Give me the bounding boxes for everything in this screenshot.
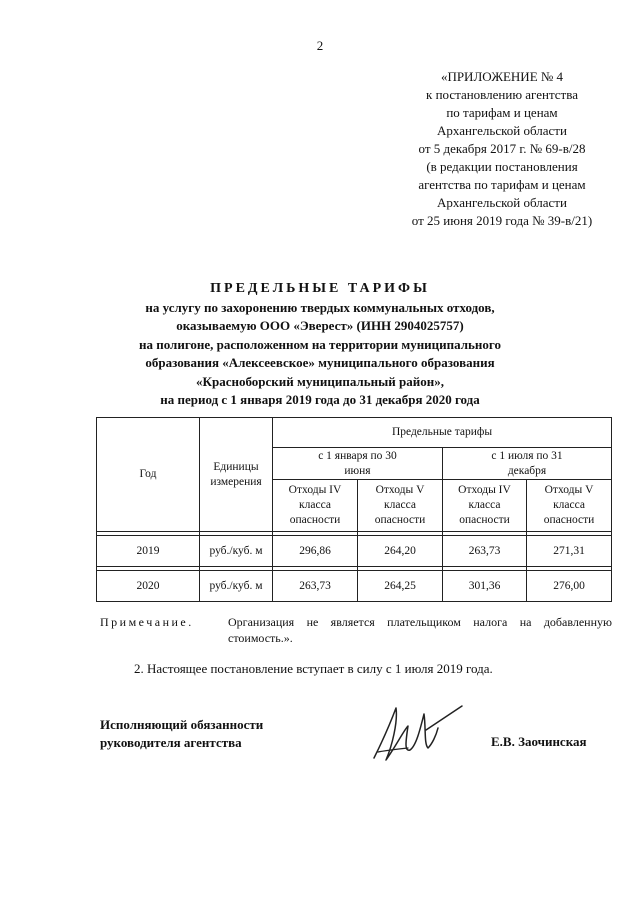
- note-text: Организация не является плательщиком налога на добавленную стоимость.».: [228, 615, 612, 645]
- header-period-2: с 1 июля по 31 декабря: [443, 448, 612, 480]
- note-label: Примечание.: [100, 615, 194, 629]
- tariff-table: [96, 417, 612, 602]
- appendix-line: Архангельской области: [437, 195, 567, 210]
- header-unit: Единицы измерения: [200, 418, 273, 532]
- effective-date-paragraph: 2. Настоящее постановление вступает в силу с 1 июля 2019 года.: [134, 661, 493, 676]
- cell-value: 276,00: [527, 571, 612, 602]
- cell-value: 263,73: [273, 571, 358, 602]
- header-sub-3: Отходы IV класса опасности: [443, 480, 527, 532]
- cell-value: 264,25: [358, 571, 443, 602]
- title-line: «Красноборский муниципальный район»,: [196, 373, 444, 389]
- appendix-line: от 25 июня 2019 года № 39-в/21): [411, 213, 593, 228]
- cell-year: 2019: [97, 536, 200, 567]
- cell-unit: руб./куб. м: [200, 536, 273, 567]
- cell-value: 264,20: [358, 536, 443, 567]
- header-year: Год: [97, 418, 200, 532]
- table-row: [97, 571, 612, 602]
- cell-value: 296,86: [273, 536, 358, 567]
- title-line: образования «Алексеевское» муниципального образования: [145, 355, 495, 370]
- header-tariffs: Предельные тарифы: [273, 418, 612, 448]
- signatory-title-line: руководителя агентства: [100, 735, 242, 750]
- title-main: ПРЕДЕЛЬНЫЕ ТАРИФЫ: [210, 281, 430, 296]
- appendix-line: Архангельской области: [437, 123, 567, 138]
- appendix-line: агентства по тарифам и ценам: [418, 177, 586, 192]
- header-period-1: с 1 января по 30 июня: [273, 448, 443, 480]
- header-sub-4: Отходы V класса опасности: [527, 480, 612, 532]
- appendix-line: (в редакции постановления: [426, 159, 578, 174]
- appendix-header: [368, 68, 636, 230]
- title-line: на услугу по захоронению твердых коммунальных отходов,: [145, 299, 495, 315]
- header-sub-1: Отходы IV класса опасности: [273, 480, 358, 532]
- table-row: [97, 536, 612, 567]
- title-line: оказываемую ООО «Эверест» (ИНН 2904025757): [176, 318, 464, 333]
- cell-year: 2020: [97, 571, 200, 602]
- title-line: на период с 1 января 2019 года до 31 декабря 2020 года: [160, 392, 480, 407]
- appendix-line: к постановлению агентства: [426, 87, 578, 102]
- signatory-title: [100, 716, 263, 752]
- signatory-title-line: Исполняющий обязанности: [100, 717, 264, 732]
- page-number: 2: [316, 38, 324, 53]
- title-line: на полигоне, расположенном на территории муниципального: [138, 336, 501, 352]
- appendix-line: от 5 декабря 2017 г. № 69-в/28: [418, 141, 586, 156]
- cell-value: 301,36: [443, 571, 527, 602]
- document-title: [0, 280, 640, 410]
- appendix-line: «ПРИЛОЖЕНИЕ № 4: [440, 69, 564, 84]
- header-sub-2: Отходы V класса опасности: [358, 480, 443, 532]
- appendix-line: по тарифам и ценам: [446, 105, 558, 120]
- cell-value: 271,31: [527, 536, 612, 567]
- cell-unit: руб./куб. м: [200, 571, 273, 602]
- signatory-name: Е.В. Заочинская: [491, 734, 587, 749]
- handwritten-signature: [368, 700, 468, 770]
- cell-value: 263,73: [443, 536, 527, 567]
